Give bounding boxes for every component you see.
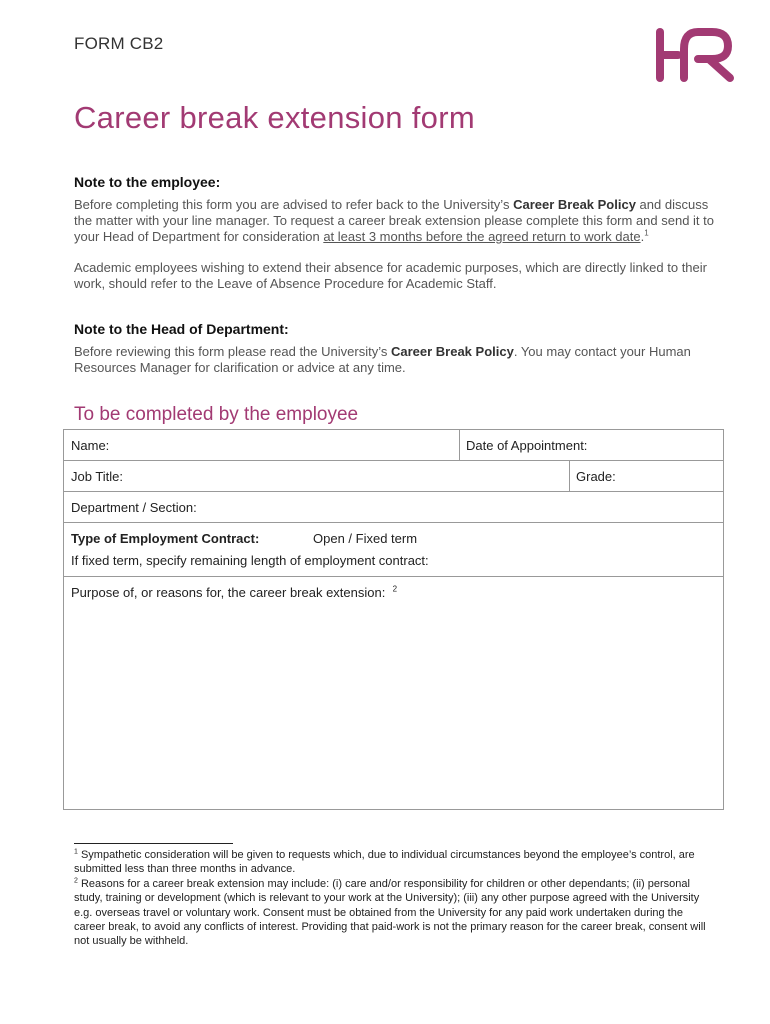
deadline-text: at least 3 months before the agreed return to work date <box>323 229 641 244</box>
footnotes <box>74 848 714 949</box>
employee-note-paragraph-2: Academic employees wishing to extend their absence for academic purposes, which are directly linked to their work, should refer to the Leave of Absence Procedure for Academic Staff. <box>74 260 707 291</box>
grade-label: Grade: <box>576 469 616 484</box>
footnote-divider <box>74 843 233 844</box>
employee-note-paragraph-1: Before completing this form you are advised to refer back to the University’s Career Break Policy and discuss the matter with your line manager. To request a career break extension please complete this form and send it to your Head of Department for consideration at least 3 months before the agreed return to work date.$^1$ <box>74 197 714 244</box>
footnote-2: $^2$ Reasons for a career break extension may include: (i) care and/or responsibility for children or other dependants; (ii) personal study, training or development (which is relevant to your work at the University); (iii) any other purpose agreed with the University e.g. overseas travel or voluntary work. Consent must be obtained from the University for any paid work undertaken during the career break, to avoid any conflicts of interest. Providing that paid-work is not the primary reason for the career break, consent will not usually be withheld. <box>74 877 706 948</box>
footnote-ref-1: 1 <box>644 228 649 238</box>
purpose-label: Purpose of, or reasons for, the career break extension: $^2$ <box>71 584 398 600</box>
employee-section-heading: To be completed by the employee <box>74 404 359 425</box>
footnote-ref-2: 2 <box>392 584 398 594</box>
employee-note-heading: Note to the employee: <box>74 174 221 190</box>
hod-note-paragraph: Before reviewing this form please read the University’s Career Break Policy. You may contact your Human Resources Manager for clarification or advice at any time. <box>74 344 691 375</box>
hod-note <box>74 321 714 376</box>
hr-logo <box>654 27 736 83</box>
form-code: FORM CB2 <box>74 34 164 53</box>
department-label: Department / Section: <box>71 500 197 515</box>
job-title-label: Job Title: <box>71 469 124 484</box>
employee-note <box>74 174 714 292</box>
contract-options[interactable]: Open / Fixed term <box>313 531 418 546</box>
hod-note-heading: Note to the Head of Department: <box>74 321 289 337</box>
career-break-policy-ref-2: Career Break Policy <box>390 344 514 359</box>
row-name-appointment <box>64 430 723 461</box>
fixed-term-length-label: If fixed term, specify remaining length of employment contract: <box>71 553 429 568</box>
row-contract <box>64 523 723 577</box>
date-of-appointment-label: Date of Appointment: <box>466 438 588 453</box>
row-department <box>64 492 723 523</box>
career-break-policy-ref: Career Break Policy <box>513 197 636 212</box>
row-purpose[interactable] <box>64 577 723 810</box>
name-label: Name: <box>71 438 110 453</box>
footnote-1: $^1$ Sympathetic consideration will be given to requests which, due to individual circumstances beyond the employee’s control, are submitted less than three months in advance. <box>74 848 695 876</box>
contract-type-label: Type of Employment Contract: <box>71 531 260 546</box>
employee-form-table <box>63 429 724 810</box>
row-job-grade <box>64 461 723 492</box>
page-title: Career break extension form <box>74 100 475 135</box>
